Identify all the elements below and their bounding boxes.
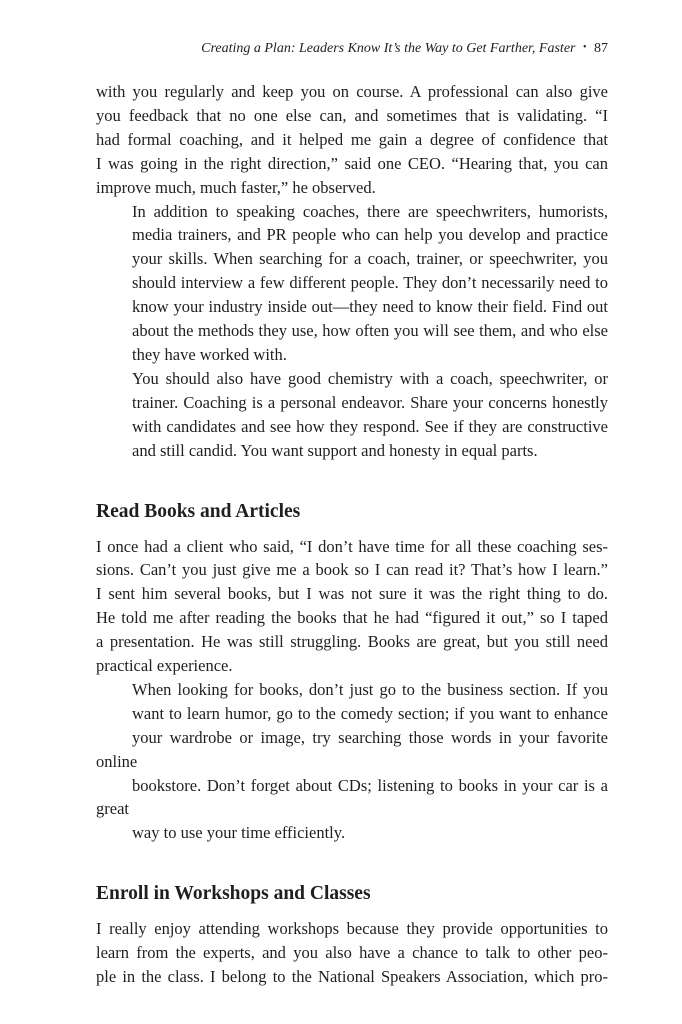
text-line: When looking for books, don’t just go to the business section. If you <box>132 679 608 699</box>
page-number: 87 <box>594 41 608 56</box>
text-line: ple in the class. I belong to the National Speakers Association, which pro- <box>96 967 608 987</box>
text-line: learn from the experts, and you also have a chance to talk to other peo- <box>96 943 608 963</box>
text-line: know your industry inside out—they need to know their field. Find out <box>132 297 608 317</box>
text-line: I was going in the right direction,” said one CEO. “Hearing that, you can <box>96 153 608 173</box>
body-text <box>96 80 608 989</box>
paragraph-5 <box>96 678 608 845</box>
text-line: media trainers, and PR people who can help you develop and practice <box>132 225 608 245</box>
text-line: I really enjoy attending workshops because they provide opportunities to <box>96 919 608 939</box>
text-line: He told me after reading the books that he had “figured it out,” so I taped <box>96 608 608 628</box>
text-line: practical experience. <box>96 656 233 676</box>
section-heading-read-books: Read Books and Articles <box>96 500 301 522</box>
text-line: with you regularly and keep you on course. A professional can also give <box>96 82 608 101</box>
text-line: sions. Can’t you just give me a book so I can read it? That’s how I learn.” <box>96 560 608 580</box>
text-line: your wardrobe or image, try searching those words in your favorite online <box>96 727 608 771</box>
text-line: had formal coaching, and it helped me gain a degree of confidence that <box>96 129 608 149</box>
text-line: about the methods they use, how often you will see them, and who else <box>132 321 608 341</box>
text-line: a presentation. He was still struggling. Books are great, but you still need <box>96 632 608 652</box>
text-line: you feedback that no one else can, and sometimes that is validating. “I <box>96 105 608 125</box>
text-line: way to use your time efficiently. <box>132 823 346 843</box>
paragraph-4 <box>96 535 608 678</box>
text-line: and still candid. You want support and honesty in equal parts. <box>132 440 538 460</box>
header-separator: • <box>582 42 587 53</box>
running-header <box>96 40 608 59</box>
running-title: Creating a Plan: Leaders Know It’s the Way to Get Farther, Faster <box>201 41 576 56</box>
paragraph-3 <box>96 367 608 463</box>
paragraph-6 <box>96 917 608 989</box>
text-line: they have worked with. <box>132 344 287 364</box>
text-line: You should also have good chemistry with a coach, speechwriter, or <box>132 368 608 388</box>
text-line: trainer. Coaching is a personal endeavor. Share your concerns honestly <box>132 392 608 412</box>
text-line: I once had a client who said, “I don’t have time for all these coaching ses- <box>96 536 608 556</box>
text-line: want to learn humor, go to the comedy section; if you want to enhance <box>132 703 608 723</box>
text-line: In addition to speaking coaches, there are speechwriters, humorists, <box>132 201 608 221</box>
text-line: improve much, much faster,” he observed. <box>96 177 376 197</box>
text-line: I sent him several books, but I was not sure it was the right thing to do. <box>96 584 608 604</box>
paragraph-1 <box>96 80 608 200</box>
text-line: with candidates and see how they respond. See if they are constructive <box>132 416 608 436</box>
text-line: your skills. When searching for a coach, trainer, or speechwriter, you <box>132 249 608 269</box>
text-line: should interview a few different people. They don’t necessarily need to <box>132 273 608 293</box>
section-heading-enroll-workshops: Enroll in Workshops and Classes <box>96 883 371 905</box>
text-line: bookstore. Don’t forget about CDs; listening to books in your car is a great <box>96 775 608 819</box>
paragraph-2 <box>96 200 608 367</box>
